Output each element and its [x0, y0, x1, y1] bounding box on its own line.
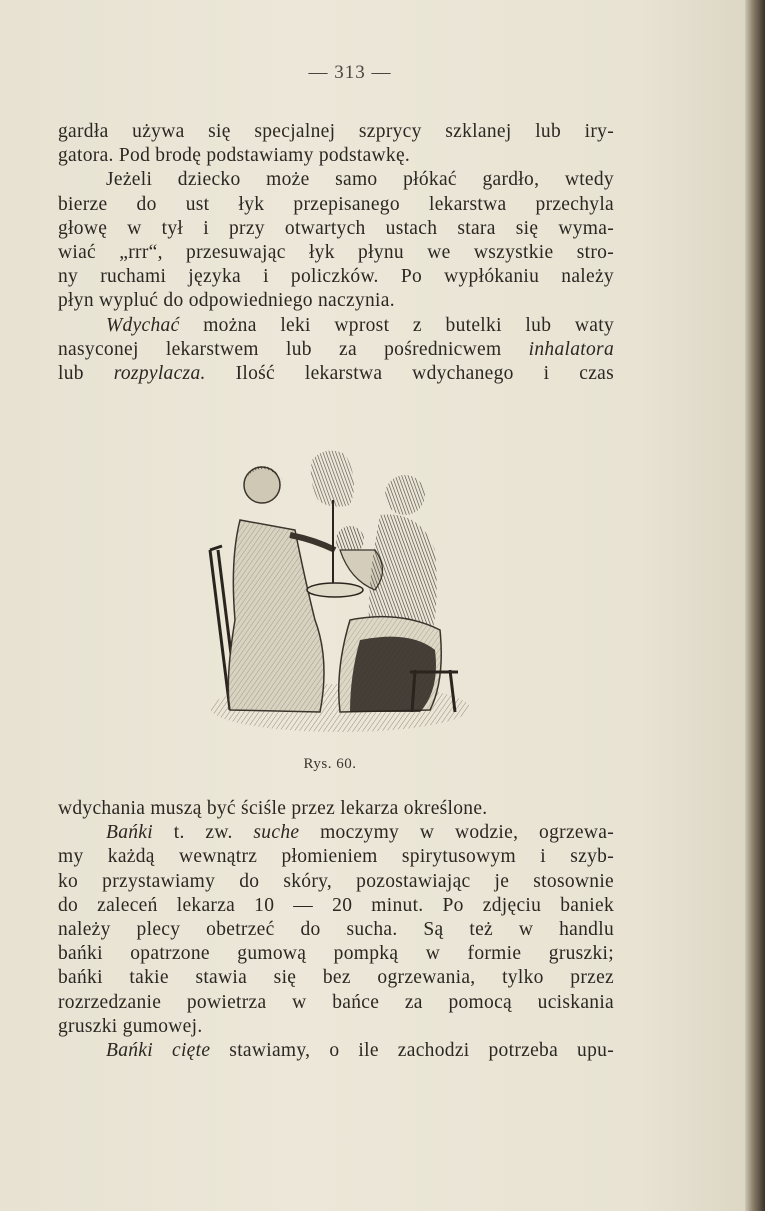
- text-line: [58, 265, 614, 289]
- text-segment: stawiamy, o ile zachodzi potrzeba upu-: [210, 1040, 614, 1062]
- text-segment: t. zw.: [152, 822, 254, 844]
- text-segment: gruszki gumowej.: [58, 1015, 203, 1037]
- italic-term: Bańki cięte: [106, 1040, 211, 1062]
- text-line: [58, 870, 614, 894]
- text-line: [58, 362, 614, 386]
- text-segment: lub: [58, 363, 114, 385]
- text-segment: ko przystawiamy do skóry, pozostawiając je stosownie: [58, 870, 614, 892]
- text-segment: wiać „rrr“, przesuwając łyk płynu we wszystkie stro-: [58, 242, 614, 264]
- text-line: [58, 845, 614, 869]
- text-segment: ny ruchami języka i policzków. Po wypłókaniu należy: [58, 266, 614, 288]
- text-block-bottom: [58, 797, 614, 1063]
- text-segment: można leki wprost z butelki lub waty: [179, 314, 614, 336]
- text-segment: bierze do ust łyk przepisanego lekarstwa przechyla: [58, 193, 614, 215]
- text-line: [58, 217, 614, 241]
- text-segment: bańki opatrzone gumową pompką w formie gruszki;: [58, 943, 614, 965]
- text-line: [58, 193, 614, 217]
- italic-term: Bańki: [106, 822, 153, 844]
- text-line: [58, 966, 614, 990]
- text-block-top: [58, 120, 614, 386]
- italic-term: Wdychać: [106, 314, 180, 336]
- text-line: [58, 1015, 614, 1039]
- italic-term: rozpylacza.: [113, 363, 206, 385]
- text-segment: moczymy w wodzie, ogrzewa-: [299, 822, 614, 844]
- text-segment: płyn wypluć do odpowiedniego naczynia.: [58, 290, 395, 312]
- text-segment: do zaleceń lekarza 10 — 20 minut. Po zdjęciu baniek: [58, 894, 614, 916]
- text-segment: bańki takie stawia się bez ogrzewania, tylko przez: [58, 967, 614, 989]
- text-line: [58, 120, 614, 144]
- engraving-illustration: [200, 440, 480, 740]
- figure-caption: Rys. 60.: [303, 756, 357, 772]
- text-segment: gatora. Pod brodę podstawiamy podstawkę.: [58, 145, 411, 167]
- text-segment: należy plecy obetrzeć do sucha. Są też w handlu: [58, 919, 614, 941]
- text-line: [58, 821, 614, 845]
- text-line: [58, 144, 614, 168]
- text-segment: nasyconej lekarstwem lub za pośrednicwem: [58, 338, 529, 360]
- text-line: [58, 918, 614, 942]
- text-segment: my każdą wewnątrz płomieniem spirytusowym i szyb-: [58, 846, 614, 868]
- page-number: — 313 —: [308, 62, 392, 83]
- text-segment: Jeżeli dziecko może samo płókać gardło, wtedy: [106, 169, 614, 191]
- italic-term: inhalatora: [528, 338, 614, 360]
- text-line: [58, 797, 614, 821]
- text-segment: głowę w tył i przy otwartych ustach stara się wyma-: [58, 217, 614, 239]
- text-line: [58, 894, 614, 918]
- text-line: [58, 314, 614, 338]
- text-line: [58, 241, 614, 265]
- text-segment: wdychania muszą być ściśle przez lekarza określone.: [58, 798, 488, 819]
- text-line: [58, 942, 614, 966]
- text-line: [58, 1039, 614, 1063]
- page-edge: [745, 0, 765, 1211]
- italic-term: suche: [253, 822, 300, 844]
- text-line: [58, 991, 614, 1015]
- text-line: [58, 338, 614, 362]
- text-segment: Ilość lekarstwa wdychanego i czas: [205, 363, 614, 385]
- text-segment: rozrzedzanie powietrza w bańce za pomocą uciskania: [58, 991, 614, 1013]
- text-line: [58, 168, 614, 192]
- text-segment: gardła używa się specjalnej szprycy szklanej lub iry-: [58, 121, 614, 142]
- text-line: [58, 289, 614, 313]
